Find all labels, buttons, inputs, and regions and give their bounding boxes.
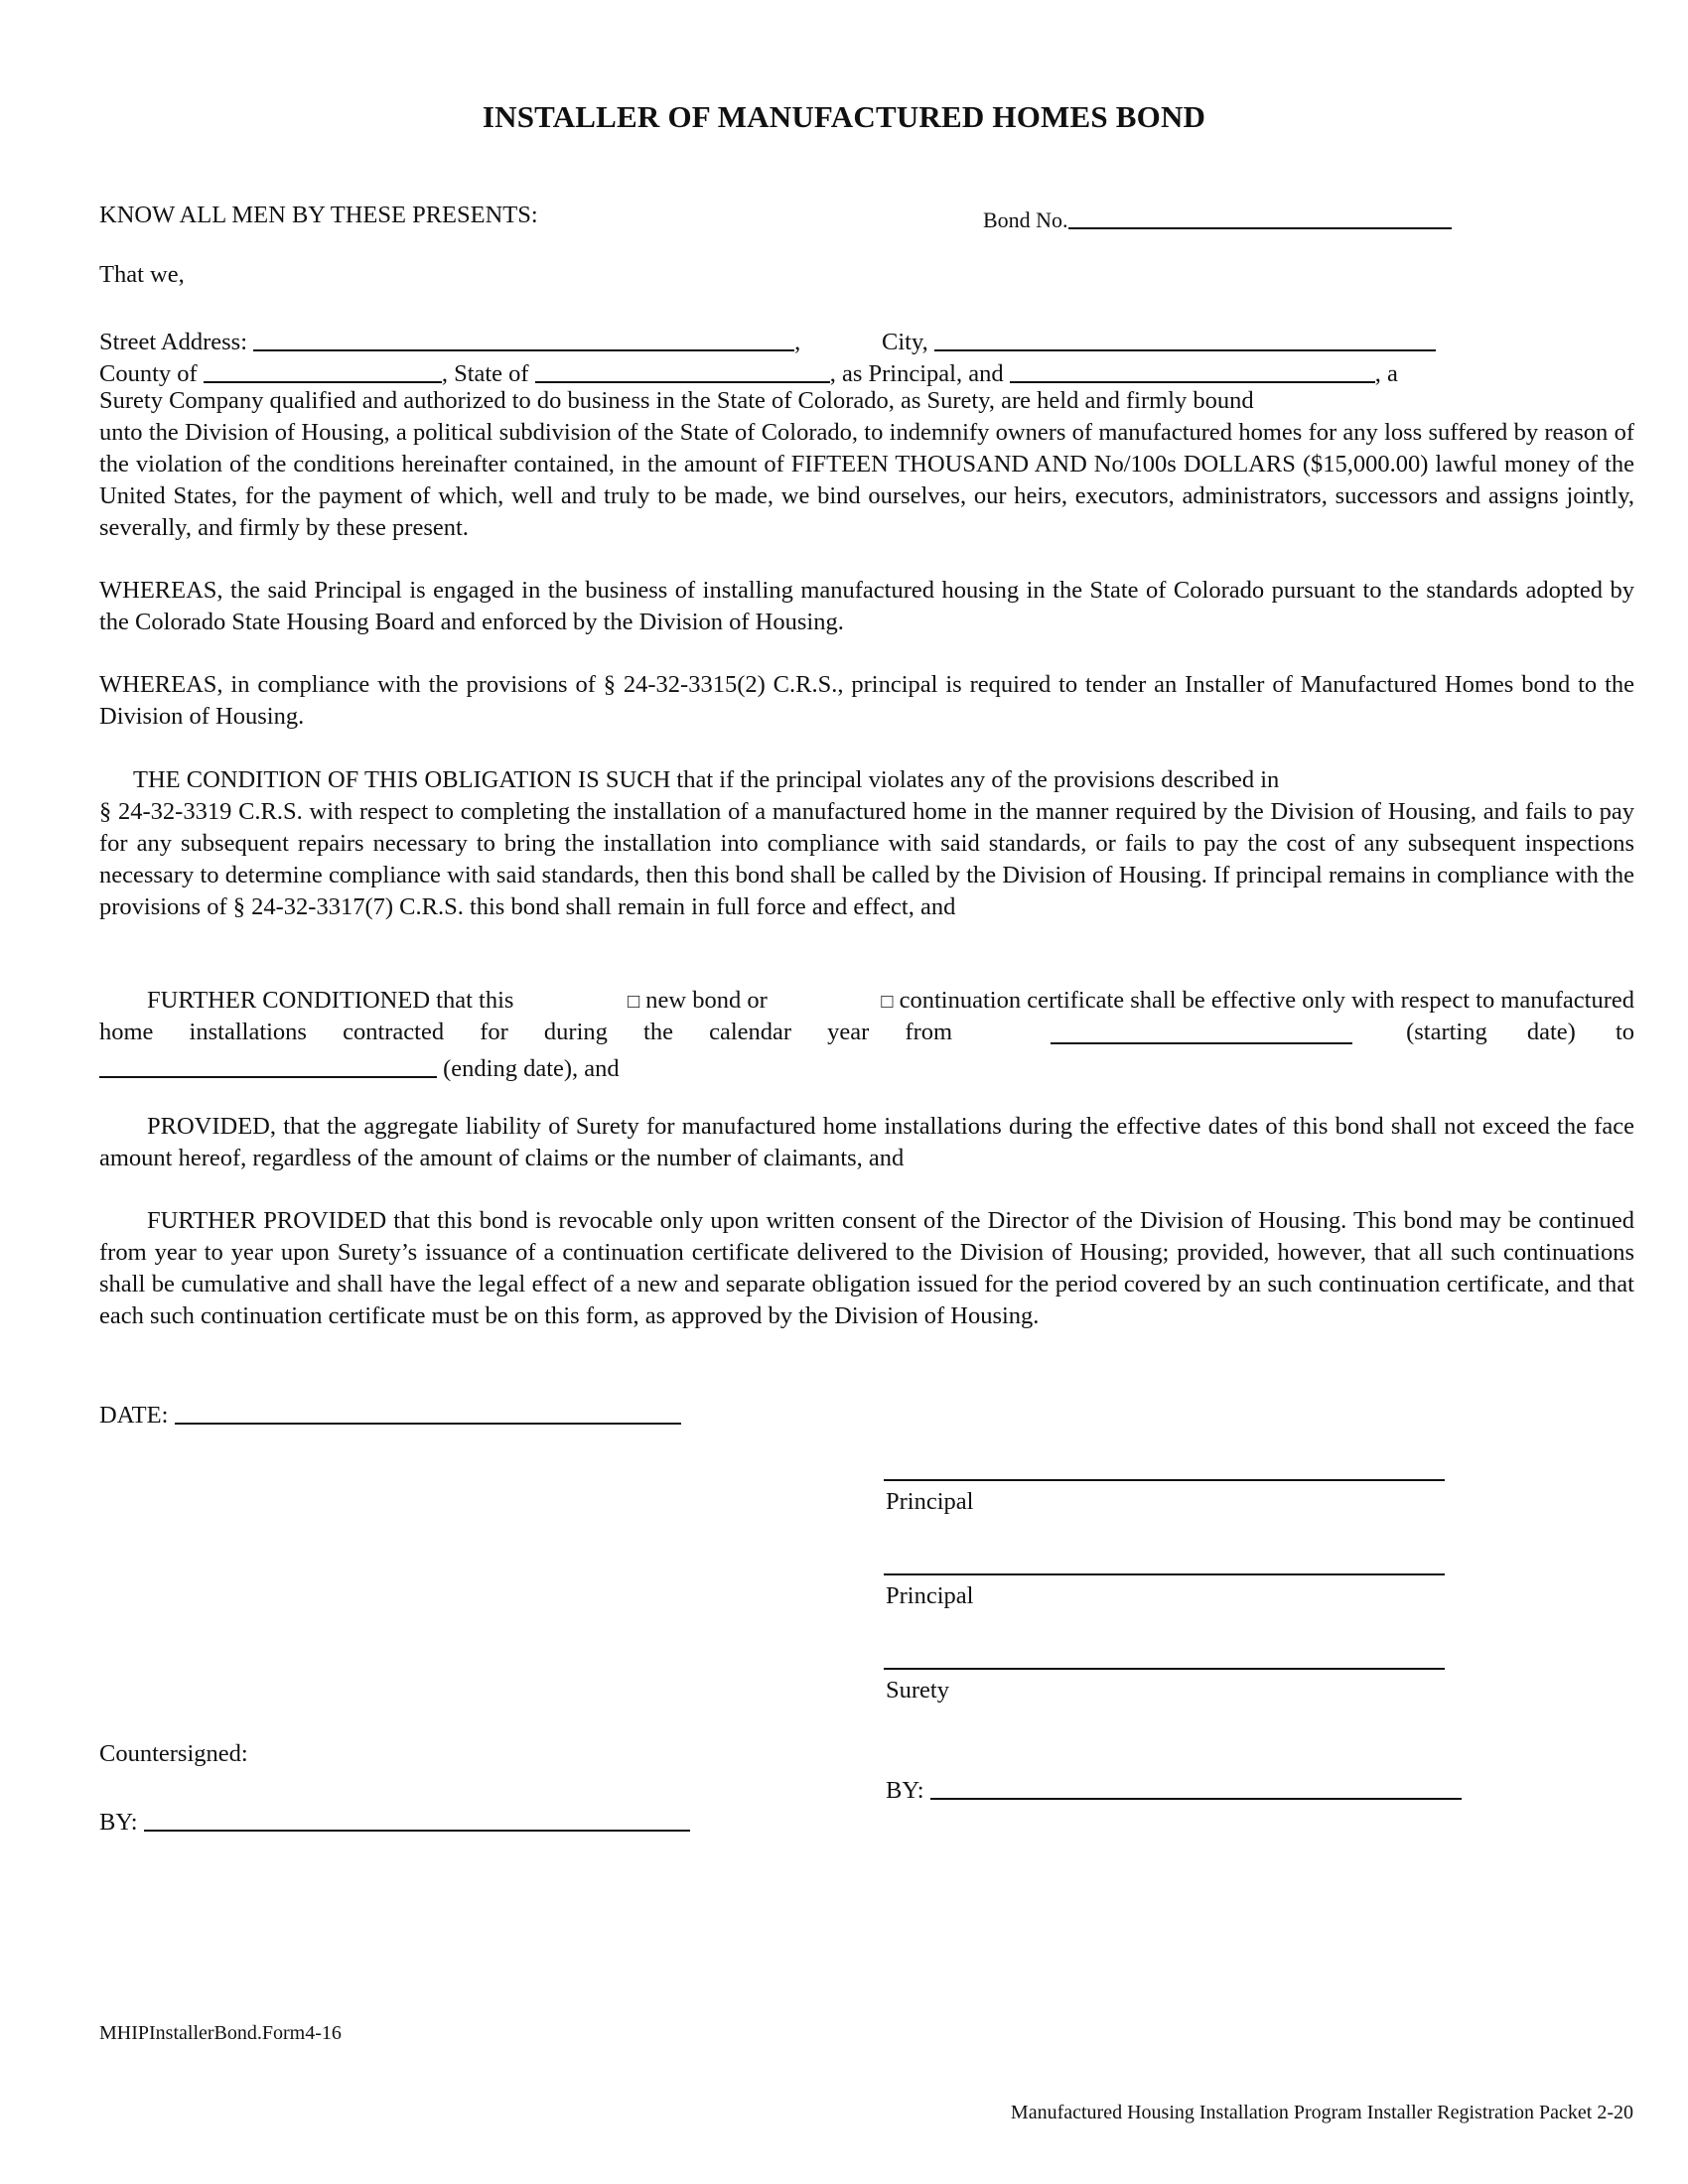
new-bond-checkbox[interactable]: □ [628,991,640,1013]
date-label: DATE: [99,1402,169,1429]
county-field[interactable] [204,355,442,383]
surety-paragraph: unto the Division of Housing, a political subdivision of the State of Colorado, to indemnify owners of manufactured homes for any loss suffered by reason of the violation of the conditions hereinafter contained, in the amount of FIFTEEN THOUSAND AND No/100s DOLLARS ($15,000.00) lawful money of the United States, for the payment of which, well and truly to be made, we bind ourselves, our heirs, executors, administrators, successors and assigns jointly, severally, and firmly by these present. [99,419,1634,541]
city-label: City, [882,329,928,355]
by-right-field[interactable] [930,1772,1462,1800]
condition-paragraph: § 24-32-3319 C.R.S. with respect to completing the installation of a manufactured home in the manner required by the Division of Housing, and fails to pay for any subsequent repairs necessary to bring the installation into compliance with said standards, or fails to pay the cost of any subsequent inspections necessary to determine compliance with said standards, then this bond shall be called by the Division of Housing. If principal remains in compliance with the provisions of § 24-32-3317(7) C.R.S. this bond shall remain in full force and effect, and [99,798,1634,920]
bond-number-row [983,200,1452,236]
form-id: MHIPInstallerBond.Form4-16 [99,2022,342,2044]
street-address-label: Street Address: [99,329,248,355]
starting-date-label: (starting date) to [1406,1019,1634,1045]
provided-paragraph: PROVIDED, that the aggregate liability of Surety for manufactured home installations during the effective dates of this bond shall not exceed the face amount hereof, regardless of the amount of claims or the number of claimants, and [99,1113,1634,1171]
by-right-label: BY: [886,1777,924,1804]
further-conditioned-line2: home installations contracted for during the calendar year from [99,1019,953,1045]
ending-date-label: (ending date), and [443,1055,620,1082]
by-left-field[interactable] [144,1804,690,1832]
bond-number-label: Bond No. [983,207,1068,232]
bond-number-field[interactable] [1068,202,1452,229]
principal-label-2: Principal [886,1582,974,1609]
a-label: , a [1374,360,1398,387]
document-title: INSTALLER OF MANUFACTURED HOMES BOND [482,99,1206,134]
further-conditioned-line1 [147,985,1634,1018]
date-row [99,1395,681,1432]
city-field[interactable] [934,324,1436,351]
further-conditioned-text: FURTHER CONDITIONED that this [147,987,514,1014]
by-right-row [886,1770,1462,1807]
principal-and-label: , as Principal, and [829,360,1004,387]
county-label: County of [99,360,198,387]
by-left-label: BY: [99,1809,138,1836]
street-comma: , [794,329,801,355]
new-bond-option [628,985,768,1018]
know-all-heading: KNOW ALL MEN BY THESE PRESENTS: [99,202,538,228]
packet-footer: Manufactured Housing Installation Program Installer Registration Packet 2-20 [1010,2102,1633,2123]
state-label: , State of [441,360,529,387]
whereas-paragraph-1: WHEREAS, the said Principal is engaged in the business of installing manufactured housing in the State of Colorado pursuant to the standards adopted by the Colorado State Housing Board and enforced by the Division of Housing. [99,577,1634,635]
ending-date-row [99,1048,620,1085]
principal-signature-line-1[interactable] [884,1479,1445,1481]
that-we-text: That we, [99,261,185,288]
whereas-paragraph-2: WHEREAS, in compliance with the provisions of § 24-32-3315(2) C.R.S., principal is required to tender an Installer of Manufactured Homes bond to the Division of Housing. [99,671,1634,730]
countersigned-label: Countersigned: [99,1740,248,1767]
surety-label: Surety [886,1677,949,1704]
continuation-option [881,985,1634,1018]
by-left-row [99,1802,690,1839]
starting-date-field[interactable] [1051,1042,1352,1044]
street-address-field[interactable] [253,324,794,351]
principal-signature-line-2[interactable] [884,1573,1445,1575]
new-bond-label: new bond or [645,987,768,1014]
principal-label-1: Principal [886,1488,974,1515]
surety-signature-line[interactable] [884,1668,1445,1670]
continuation-checkbox[interactable]: □ [881,991,894,1013]
state-field[interactable] [535,355,830,383]
ending-date-field[interactable] [99,1050,437,1078]
condition-paragraph-line1: THE CONDITION OF THIS OBLIGATION IS SUCH that if the principal violates any of the provisions described in [133,766,1280,793]
further-provided-paragraph: FURTHER PROVIDED that this bond is revocable only upon written consent of the Director of the Division of Housing. This bond may be continued from year to year upon Surety’s issuance of a continuation certificate delivered to the Division of Housing; provided, however, that all such continuations shall be cumulative and shall have the legal effect of a new and separate obligation issued for the period covered by an such continuation certificate, and that each such continuation certificate must be on this form, as approved by the Division of Housing. [99,1207,1634,1329]
surety-company-field[interactable] [1010,355,1375,383]
continuation-label: continuation certificate shall be effective only with respect to manufactured [899,987,1634,1014]
surety-paragraph-line1: Surety Company qualified and authorized to do business in the State of Colorado, as Surety, are held and firmly bound [99,387,1254,414]
date-field[interactable] [175,1397,681,1425]
